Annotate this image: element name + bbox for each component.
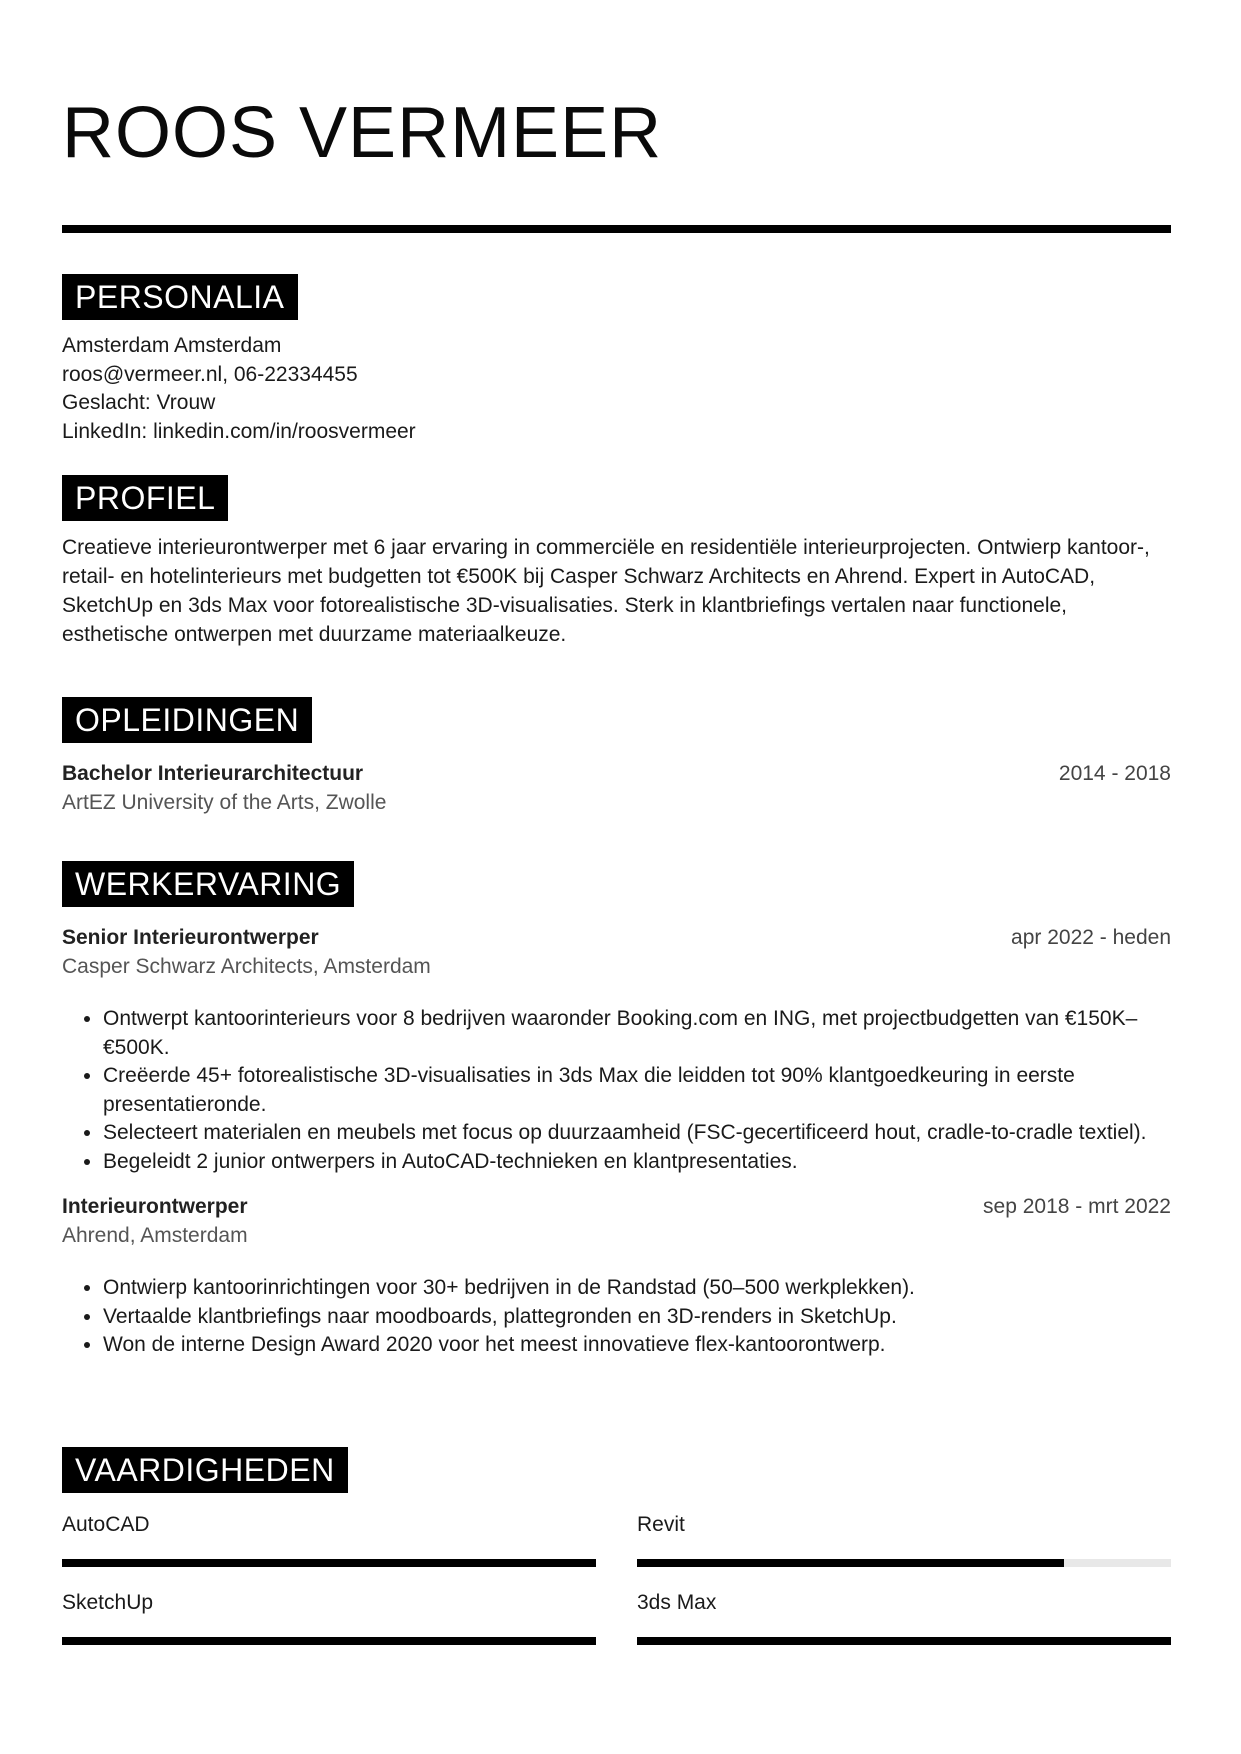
section-opleidingen	[62, 697, 1171, 817]
education-entry	[62, 759, 1171, 817]
job-period: sep 2018 - mrt 2022	[983, 1195, 1171, 1218]
skill-level-bar	[637, 1559, 1171, 1567]
job-company: Casper Schwarz Architects, Amsterdam	[62, 955, 431, 978]
job-bullet: • Ontwierp kantoorinrichtingen voor 30+ bedrijven in de Randstad (50–500 werkplekken).	[103, 1274, 1171, 1303]
skill-level-fill	[62, 1637, 596, 1645]
gender-line: Geslacht: Vrouw	[62, 391, 216, 414]
education-period: 2014 - 2018	[1058, 762, 1171, 785]
contact-line: roos@vermeer.nl, 06-22334455	[62, 362, 358, 386]
job-bullet: • Begeleidt 2 junior ontwerpers in AutoCAD-technieken en klantpresentaties.	[103, 1148, 1171, 1177]
skill-name: AutoCAD	[62, 1513, 150, 1536]
job-entry	[62, 923, 1171, 1176]
personal-details	[62, 332, 1171, 446]
skill-name: Revit	[637, 1513, 685, 1536]
skills-grid	[62, 1511, 1171, 1667]
job-entry	[62, 1192, 1171, 1360]
job-bullets	[62, 1005, 1171, 1176]
skill-level-fill	[62, 1559, 596, 1567]
job-role: Interieurontwerper	[62, 1195, 248, 1218]
skill-level-bar	[62, 1637, 596, 1645]
skill-name: SketchUp	[62, 1591, 154, 1614]
section-title-werkervaring: WERKERVARING	[62, 861, 354, 907]
section-title-profiel: PROFIEL	[62, 475, 228, 521]
job-role: Senior Interieurontwerper	[62, 926, 319, 949]
skill-item	[637, 1589, 1171, 1667]
address-line: Amsterdam Amsterdam	[62, 334, 282, 357]
skill-name: 3ds Max	[637, 1591, 717, 1614]
skill-level-bar	[637, 1637, 1171, 1645]
education-degree: Bachelor Interieurarchitectuur	[62, 762, 364, 785]
skill-level-fill	[637, 1637, 1171, 1645]
section-werkervaring	[62, 861, 1171, 1360]
job-bullets	[62, 1274, 1171, 1360]
job-bullet: • Creëerde 45+ fotorealistische 3D-visualisaties in 3ds Max die leidden tot 90% klantgoedkeuring in eerste presentatieronde.	[103, 1062, 1171, 1119]
candidate-name: ROOS VERMEER	[62, 93, 663, 173]
section-title-vaardigheden: VAARDIGHEDEN	[62, 1447, 348, 1493]
job-bullet: • Won de interne Design Award 2020 voor het meest innovatieve flex-kantoorontwerp.	[103, 1331, 1171, 1360]
skill-item	[637, 1511, 1171, 1589]
section-personalia	[62, 274, 1171, 446]
job-bullet: • Vertaalde klantbriefings naar moodboards, plattegronden en 3D-renders in SketchUp.	[103, 1303, 1171, 1332]
job-period: apr 2022 - heden	[1011, 926, 1171, 949]
profile-text: Creatieve interieurontwerper met 6 jaar ervaring in commerciële en residentiële interieurprojecten. Ontwierp kantoor-, retail- en hotelinterieurs met budgetten tot €500K bij Casper Schwarz Architects en Ahrend. Expert in AutoCAD, SketchUp en 3ds Max voor fotorealistische 3D-visualisaties. Sterk in klantbriefings vertalen naar functionele, esthetische ontwerpen met duurzame materiaalkeuze.	[62, 536, 1150, 646]
header-divider	[62, 225, 1171, 233]
skill-level-bar	[62, 1559, 596, 1567]
job-company: Ahrend, Amsterdam	[62, 1224, 248, 1247]
job-bullet: • Selecteert materialen en meubels met focus op duurzaamheid (FSC-gecertificeerd hout, cradle-to-cradle textiel).	[103, 1119, 1171, 1148]
section-title-personalia: PERSONALIA	[62, 274, 298, 320]
skill-item	[62, 1511, 596, 1589]
education-school: ArtEZ University of the Arts, Zwolle	[62, 791, 387, 814]
section-title-opleidingen: OPLEIDINGEN	[62, 697, 312, 743]
linkedin-line: LinkedIn: linkedin.com/in/roosvermeer	[62, 419, 416, 443]
skill-item	[62, 1589, 596, 1667]
skill-level-fill	[637, 1559, 1064, 1567]
section-vaardigheden	[62, 1447, 1171, 1667]
section-profiel	[62, 475, 1171, 649]
job-bullet: • Ontwerpt kantoorinterieurs voor 8 bedrijven waaronder Booking.com en ING, met projectbudgetten van €150K–€500K.	[103, 1005, 1171, 1062]
